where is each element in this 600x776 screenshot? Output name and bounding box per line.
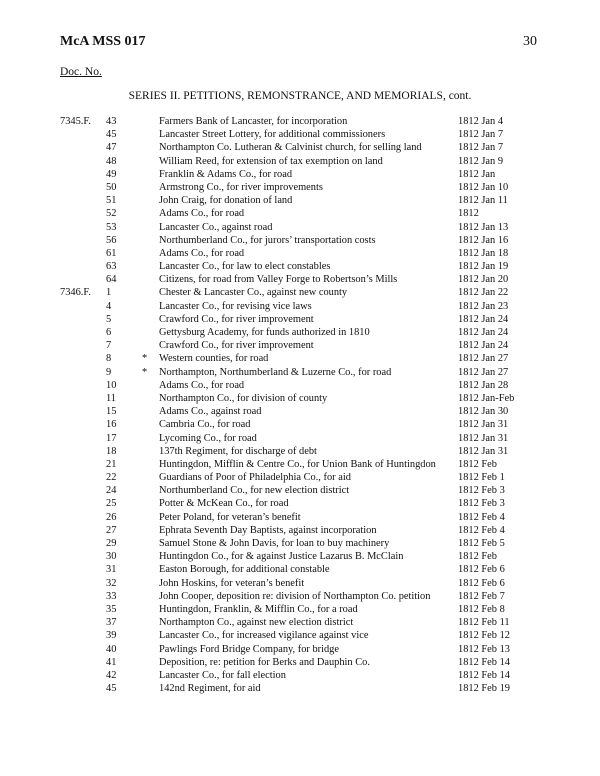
document-number: 21 xyxy=(106,458,117,470)
document-description: Adams Co., for road xyxy=(159,247,245,259)
list-item xyxy=(0,300,600,313)
document-number: 40 xyxy=(106,643,117,655)
document-date: 1812 Jan 22 xyxy=(458,287,509,299)
list-item xyxy=(0,141,600,154)
document-number: 32 xyxy=(106,577,117,589)
list-item xyxy=(0,418,600,431)
document-number: 22 xyxy=(106,472,117,484)
document-description: Guardians of Poor of Philadelphia Co., for aid xyxy=(159,472,351,484)
list-item xyxy=(0,260,600,273)
list-item xyxy=(0,181,600,194)
box-number: 7346.F. xyxy=(60,287,91,299)
document-number: 41 xyxy=(106,656,117,668)
list-item xyxy=(0,432,600,445)
list-item xyxy=(0,590,600,603)
list-item xyxy=(0,484,600,497)
list-item xyxy=(0,656,600,669)
document-date: 1812 Jan 31 xyxy=(458,445,509,457)
document-number: 26 xyxy=(106,511,117,523)
document-description: Lancaster Co., for increased vigilance against vice xyxy=(159,630,369,642)
document-number: 56 xyxy=(106,234,117,246)
document-date: 1812 Feb 13 xyxy=(458,643,510,655)
document-date: 1812 Jan 20 xyxy=(458,274,509,286)
document-description: Adams Co., for road xyxy=(159,379,245,391)
list-item xyxy=(0,155,600,168)
list-item xyxy=(0,682,600,695)
list-item xyxy=(0,405,600,418)
document-description: John Cooper, deposition re: division of Northampton Co. petition xyxy=(159,590,431,602)
document-number: 51 xyxy=(106,195,117,207)
document-date: 1812 Feb 14 xyxy=(458,669,510,681)
document-number: 30 xyxy=(106,551,117,563)
list-item xyxy=(0,563,600,576)
document-number: 31 xyxy=(106,564,117,576)
document-date: 1812 Feb xyxy=(458,458,497,470)
document-description: William Reed, for extension of tax exemption on land xyxy=(159,155,383,167)
document-description: 137th Regiment, for discharge of debt xyxy=(159,445,317,457)
list-item xyxy=(0,669,600,682)
list-item xyxy=(0,313,600,326)
list-item xyxy=(0,234,600,247)
document-date: 1812 Feb 6 xyxy=(458,577,505,589)
list-item xyxy=(0,247,600,260)
document-date: 1812 Jan 24 xyxy=(458,340,509,352)
list-item xyxy=(0,273,600,286)
document-date: 1812 Jan 11 xyxy=(458,195,508,207)
document-description: Northampton, Northumberland & Luzerne Co., for road xyxy=(159,366,392,378)
document-description: Huntingdon, Franklin, & Mifflin Co., for a road xyxy=(159,603,358,615)
document-number: 49 xyxy=(106,168,117,180)
list-item xyxy=(0,603,600,616)
document-number: 35 xyxy=(106,603,117,615)
list-item xyxy=(0,379,600,392)
document-number: 18 xyxy=(106,445,117,457)
document-number: 52 xyxy=(106,208,117,220)
document-date: 1812 Jan 24 xyxy=(458,327,509,338)
document-description: Potter & McKean Co., for road xyxy=(159,498,289,510)
document-description: Chester & Lancaster Co., against new county xyxy=(159,287,348,299)
document-description: Farmers Bank of Lancaster, for incorporation xyxy=(159,116,348,127)
document-description: Deposition, re: petition for Berks and Dauphin Co. xyxy=(159,656,370,668)
document-description: Adams Co., against road xyxy=(159,406,262,418)
document-date: 1812 Jan 27 xyxy=(458,353,509,365)
document-description: Lancaster Street Lottery, for additional commissioners xyxy=(159,129,386,141)
list-item xyxy=(0,168,600,181)
document-date: 1812 Jan 16 xyxy=(458,234,509,246)
document-description: Ephrata Seventh Day Baptists, against incorporation xyxy=(159,524,377,536)
document-number: 8 xyxy=(106,353,112,365)
document-date: 1812 Feb 19 xyxy=(458,683,510,695)
document-date: 1812 Jan 7 xyxy=(458,129,504,141)
document-number: 64 xyxy=(106,274,117,286)
document-number: 47 xyxy=(106,142,117,154)
document-date: 1812 Jan 27 xyxy=(458,366,509,378)
document-date: 1812 Jan 23 xyxy=(458,300,509,312)
list-item xyxy=(0,458,600,471)
asterisk-marker: * xyxy=(142,366,148,378)
document-date: 1812 Jan 31 xyxy=(458,432,509,444)
document-number: 48 xyxy=(106,155,117,167)
box-number: 7345.F. xyxy=(60,116,91,127)
document-description: Pawlings Ford Bridge Company, for bridge xyxy=(159,643,339,655)
document-number: 39 xyxy=(106,630,117,642)
list-item xyxy=(0,115,600,128)
document-number: 4 xyxy=(106,300,112,312)
list-item xyxy=(0,445,600,458)
document-number: 15 xyxy=(106,406,117,418)
document-date: 1812 Jan 9 xyxy=(458,155,504,167)
document-number: 50 xyxy=(106,181,117,193)
document-date: 1812 Feb 8 xyxy=(458,603,505,615)
document-number: 45 xyxy=(106,683,117,695)
document-description: Armstrong Co., for river improvements xyxy=(159,181,323,193)
document-description: Northampton Co., for division of county xyxy=(159,392,328,404)
list-item xyxy=(0,286,600,299)
document-description: Easton Borough, for additional constable xyxy=(159,564,330,576)
page-number: 30 xyxy=(523,34,537,49)
list-item xyxy=(0,221,600,234)
document-number: 7 xyxy=(106,340,112,352)
list-item xyxy=(0,511,600,524)
document-date: 1812 Jan 19 xyxy=(458,261,509,273)
document-description: Western counties, for road xyxy=(159,353,269,365)
document-date: 1812 Feb xyxy=(458,551,497,563)
document-description: Lancaster Co., for fall election xyxy=(159,669,286,681)
document-number: 24 xyxy=(106,485,117,497)
document-number: 9 xyxy=(106,366,112,378)
document-date: 1812 Feb 3 xyxy=(458,498,505,510)
document-date: 1812 Feb 1 xyxy=(458,472,505,484)
document-date: 1812 Jan 7 xyxy=(458,142,504,154)
document-date: 1812 Feb 11 xyxy=(458,617,510,629)
collection-id: McA MSS 017 xyxy=(60,34,146,49)
document-number: 27 xyxy=(106,524,117,536)
document-description: Samuel Stone & John Davis, for loan to buy machinery xyxy=(159,538,390,549)
asterisk-marker: * xyxy=(142,353,148,365)
document-date: 1812 xyxy=(458,208,479,220)
document-date: 1812 Feb 5 xyxy=(458,538,505,549)
series-title: SERIES II. PETITIONS, REMONSTRANCE, AND MEMORIALS, cont. xyxy=(128,90,472,102)
list-item xyxy=(0,643,600,656)
document-description: Lycoming Co., for road xyxy=(159,432,257,444)
document-description: Huntingdon Co., for & against Justice Lazarus B. McClain xyxy=(159,551,404,563)
document-description: Franklin & Adams Co., for road xyxy=(159,168,293,180)
list-item xyxy=(0,392,600,405)
document-number: 33 xyxy=(106,590,117,602)
document-description: Lancaster Co., against road xyxy=(159,221,273,233)
document-list xyxy=(0,115,600,695)
document-number: 5 xyxy=(106,313,112,325)
document-date: 1812 Feb 7 xyxy=(458,590,505,602)
document-number: 37 xyxy=(106,617,117,629)
document-date: 1812 Feb 14 xyxy=(458,656,510,668)
document-number: 61 xyxy=(106,247,117,259)
document-number: 53 xyxy=(106,221,117,233)
document-date: 1812 Jan 31 xyxy=(458,419,509,431)
document-date: 1812 Feb 12 xyxy=(458,630,510,642)
document-date: 1812 Jan 24 xyxy=(458,313,509,325)
document-number: 1 xyxy=(106,287,112,299)
document-number: 25 xyxy=(106,498,117,510)
document-description: Gettysburg Academy, for funds authorized in 1810 xyxy=(159,327,370,338)
document-date: 1812 Jan 10 xyxy=(458,181,509,193)
document-number: 10 xyxy=(106,379,117,391)
document-description: Crawford Co., for river improvement xyxy=(159,313,314,325)
document-date: 1812 Feb 4 xyxy=(458,511,505,523)
document-description: Cambria Co., for road xyxy=(159,419,251,431)
document-description: Northumberland Co., for new election district xyxy=(159,485,350,497)
document-date: 1812 Feb 3 xyxy=(458,485,505,497)
document-description: Adams Co., for road xyxy=(159,208,245,220)
document-number: 11 xyxy=(106,392,117,404)
list-item xyxy=(0,194,600,207)
document-description: Lancaster Co., for revising vice laws xyxy=(159,300,312,312)
document-description: Northampton Co., against new election district xyxy=(159,617,354,629)
list-item xyxy=(0,616,600,629)
list-item xyxy=(0,577,600,590)
list-item xyxy=(0,128,600,141)
document-description: 142nd Regiment, for aid xyxy=(159,683,261,695)
document-number: 6 xyxy=(106,327,112,338)
document-description: Citizens, for road from Valley Forge to Robertson’s Mills xyxy=(159,274,398,286)
document-date: 1812 Jan 18 xyxy=(458,247,509,259)
document-number: 45 xyxy=(106,129,117,141)
document-number: 29 xyxy=(106,538,117,549)
document-date: 1812 Jan-Feb xyxy=(458,392,515,404)
document-description: Crawford Co., for river improvement xyxy=(159,340,314,352)
document-date: 1812 Feb 6 xyxy=(458,564,505,576)
document-number: 43 xyxy=(106,116,117,127)
document-description: Peter Poland, for veteran’s benefit xyxy=(159,511,301,523)
list-item xyxy=(0,326,600,339)
document-date: 1812 Jan 28 xyxy=(458,379,509,391)
list-item xyxy=(0,524,600,537)
list-item xyxy=(0,207,600,220)
document-date: 1812 Jan 30 xyxy=(458,406,509,418)
document-number: 42 xyxy=(106,669,117,681)
document-date: 1812 Jan 13 xyxy=(458,221,509,233)
list-item xyxy=(0,339,600,352)
doc-no-label: Doc. No. xyxy=(60,66,102,78)
document-description: John Craig, for donation of land xyxy=(159,195,293,207)
document-description: John Hoskins, for veteran’s benefit xyxy=(159,577,305,589)
document-description: Northumberland Co., for jurors’ transportation costs xyxy=(159,234,376,246)
document-number: 63 xyxy=(106,261,117,273)
document-number: 16 xyxy=(106,419,117,431)
document-description: Huntingdon, Mifflin & Centre Co., for Union Bank of Huntingdon xyxy=(159,458,436,470)
list-item xyxy=(0,471,600,484)
document-date: 1812 Jan 4 xyxy=(458,116,504,127)
list-item xyxy=(0,537,600,550)
list-item xyxy=(0,366,600,379)
document-date: 1812 Feb 4 xyxy=(458,524,505,536)
document-number: 17 xyxy=(106,432,117,444)
document-description: Lancaster Co., for law to elect constables xyxy=(159,261,331,273)
list-item xyxy=(0,550,600,563)
list-item xyxy=(0,629,600,642)
document-description: Northampton Co. Lutheran & Calvinist church, for selling land xyxy=(159,142,422,154)
list-item xyxy=(0,352,600,365)
list-item xyxy=(0,497,600,510)
document-date: 1812 Jan xyxy=(458,168,496,180)
